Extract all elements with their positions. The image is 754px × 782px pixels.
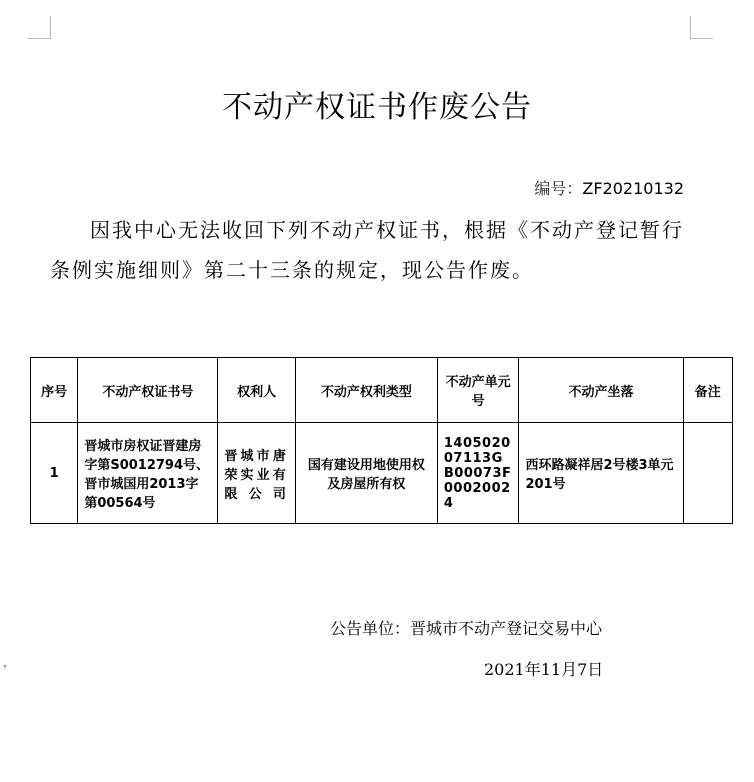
header-note: 备注: [683, 358, 732, 423]
cell-owner: 晋城市唐荣实业有限公司: [218, 423, 296, 524]
table-header-row: [31, 358, 733, 423]
header-cert-no: 不动产权证书号: [78, 358, 218, 423]
cell-location: 西环路凝祥居2号楼3单元201号: [519, 423, 683, 524]
header-right-type: 不动产权利类型: [295, 358, 437, 423]
cell-unit-no: 140502007113GB00073F00020024: [437, 423, 519, 524]
notice-body: 因我中心无法收回下列不动产权证书，根据《不动产登记暂行条例实施细则》第二十三条的规定，现公告作废。: [50, 218, 684, 282]
margin-marker-icon: ▾: [3, 662, 8, 671]
cell-cert-no: 晋城市房权证晋建房字第S0012794号、晋市城国用2013字第00564号: [78, 423, 218, 524]
cell-seq: 1: [31, 423, 78, 524]
cell-note: [683, 423, 732, 524]
document-number-value: ZF20210132: [582, 179, 684, 198]
header-location: 不动产坐落: [519, 358, 683, 423]
document-number: [534, 176, 684, 199]
header-owner: 权利人: [218, 358, 296, 423]
header-unit-no: 不动产单元号: [437, 358, 519, 423]
document-number-label: 编号：: [534, 179, 583, 198]
issue-date: 2021年11月7日: [484, 660, 604, 679]
crop-mark-top-left: [28, 16, 51, 39]
table-row: [31, 423, 733, 524]
cell-right-type: 国有建设用地使用权及房屋所有权: [295, 423, 437, 524]
page-title: 不动产权证书作废公告: [222, 90, 532, 125]
crop-mark-top-right: [690, 16, 713, 39]
issuing-unit: 公告单位：晋城市不动产登记交易中心: [330, 619, 603, 638]
notice-table: [30, 357, 733, 524]
header-seq: 序号: [31, 358, 78, 423]
